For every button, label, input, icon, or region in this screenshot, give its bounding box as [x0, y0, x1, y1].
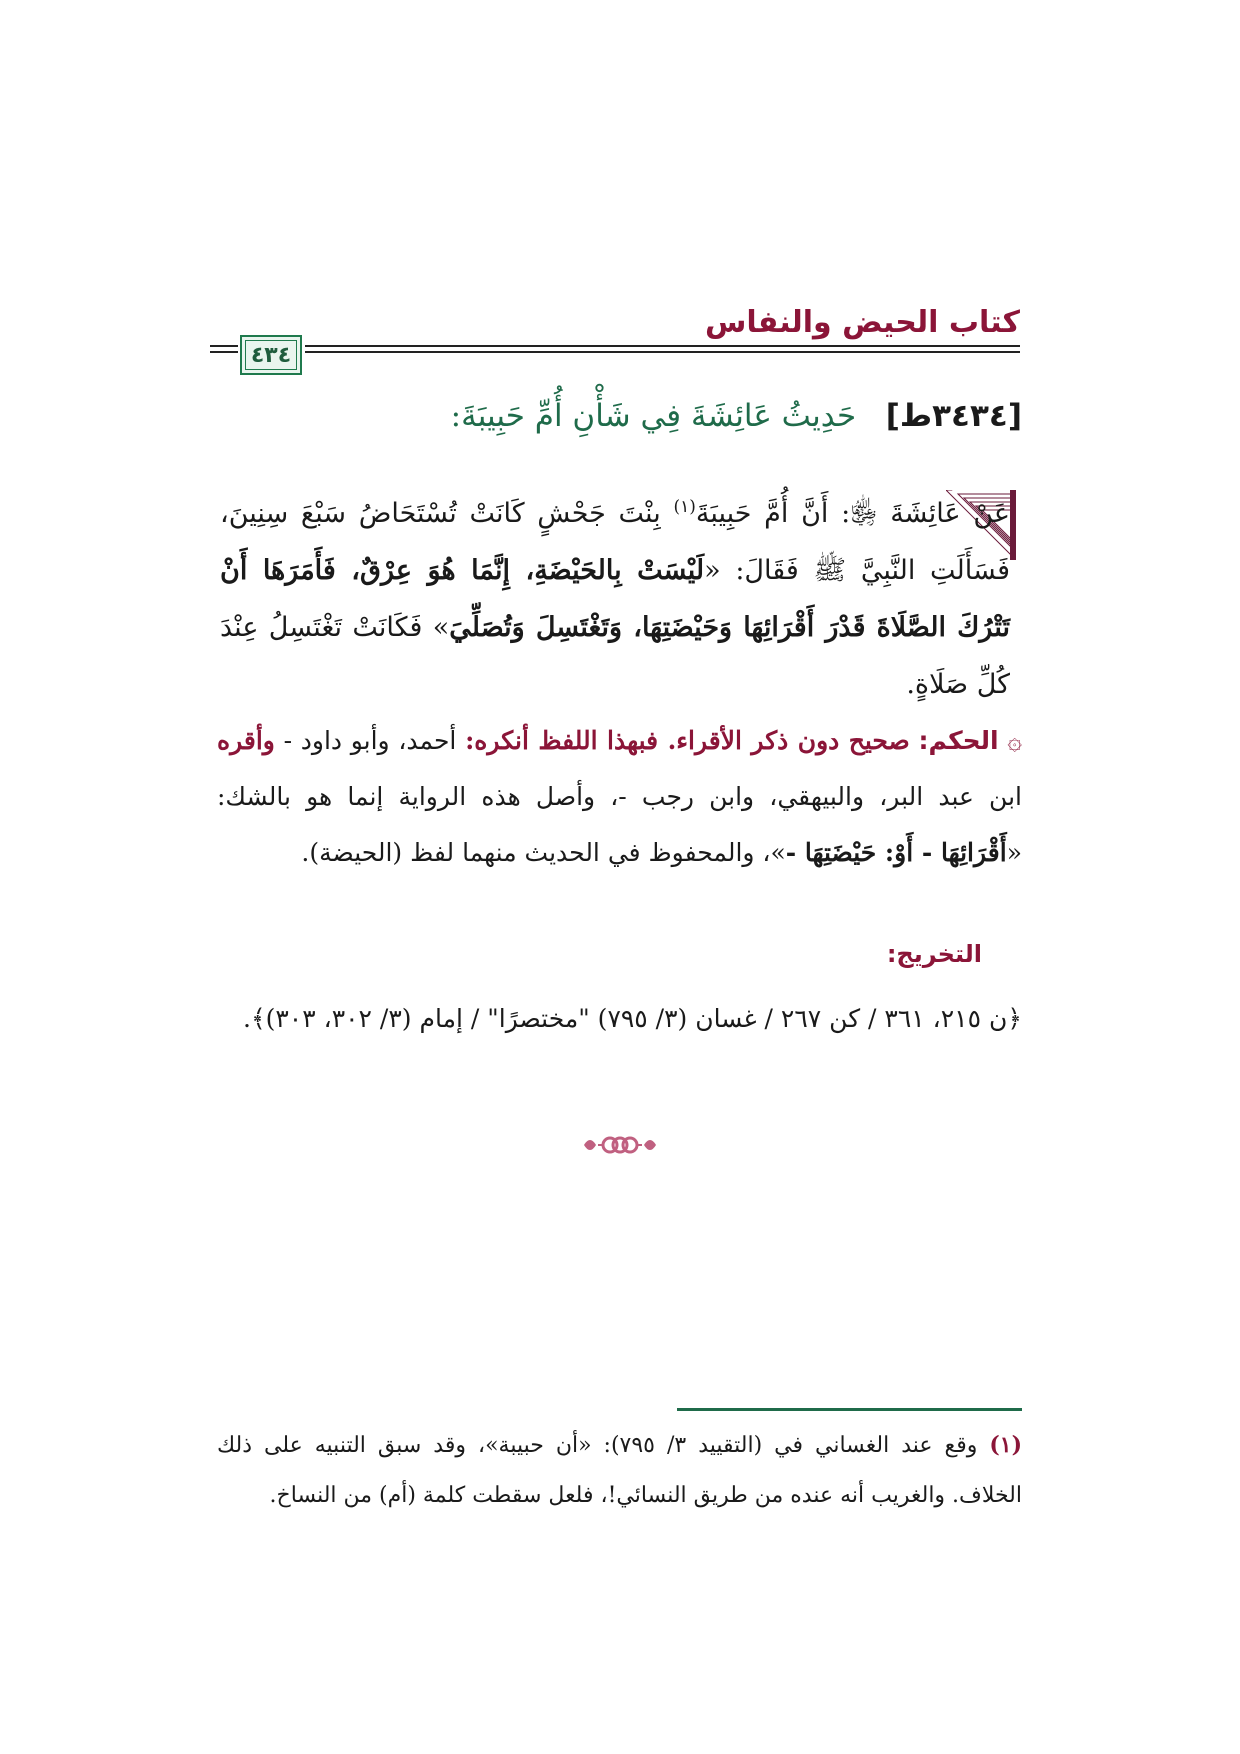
hadith-text: [220, 485, 1010, 713]
footnote-marker: (١): [989, 1432, 1023, 1458]
header-rule: [305, 351, 1020, 353]
ruling-text: أحمد، وأبو داود -: [274, 726, 466, 755]
hadith-text-part: بِنْتَ جَحْشٍ كَانَتْ تُسْتَحَاضُ سَبْعَ سِنِينَ، فَسَأَلَتِ النَّبِيَّ ﷺ فَقَالَ: «: [220, 498, 1010, 586]
page-number-frame: [240, 335, 302, 375]
header-rule: [210, 345, 238, 347]
ruling-paragraph: [217, 713, 1022, 881]
ruling-text: ابن عبد البر، والبيهقي، وابن رجب -، وأصل هذه الرواية إنما هو بالشك: «: [217, 782, 1022, 867]
book-title: كتاب الحيض والنفاس: [704, 305, 1020, 340]
hadith-heading: [222, 398, 1022, 434]
page-header: [210, 305, 1020, 368]
page-number: ٤٣٤: [250, 342, 292, 368]
ruling-approver: وأقره: [217, 726, 275, 755]
ruling-label: الحكم:: [918, 726, 999, 755]
footnote: [217, 1420, 1022, 1521]
hadith-title: حَدِيثُ عَائِشَةَ فِي شَأْنِ أُمِّ حَبِيبَةَ:: [450, 398, 857, 434]
header-rule: [210, 351, 238, 353]
ruling-text: »، والمحفوظ في الحديث منهما لفظ (الحيضة).: [301, 838, 786, 867]
header-rule: [305, 345, 1020, 347]
hadith-text-part: عَنْ عَائِشَةَ ﵂: أَنَّ أُمَّ حَبِيبَةَ: [695, 498, 1010, 529]
hadith-text-part: » فَكَانَتْ تَغْتَسِلُ عِنْدَ كُلِّ صَلَاةٍ.: [220, 612, 1010, 700]
ruling-ornament-icon: ۞: [1007, 726, 1023, 755]
section-divider-ornament-icon: [580, 1130, 660, 1160]
takhrij-text: ﴿ن ٢١٥، ٣٦١ / كن ٢٦٧ / غسان (٣/ ٧٩٥) "مختصرًا" / إمام (٣/ ٣٠٢، ٣٠٣)﴾.: [243, 1004, 1022, 1033]
footnote-reference[interactable]: (١): [673, 497, 696, 517]
takhrij-label: التخريج:: [886, 940, 982, 968]
hadith-number: [٣٤٣٤ط]: [885, 398, 1022, 434]
prophet-saying: لَيْسَتْ بِالحَيْضَةِ، إِنَّمَا هُوَ عِرْقٌ، فَأَمَرَهَا أَنْ تَتْرُكَ الصَّلَاةَ قَدْرَ أَقْرَائِهَا وَحَيْضَتِهَا، وَتَغْتَسِلَ وَتُصَلِّيَ: [220, 555, 1010, 643]
footnote-text: وقع عند الغساني في (التقييد ٣/ ٧٩٥): «أن حبيبة»، وقد سبق التنبيه على ذلك الخلاف. والغريب أنه عنده من طريق النسائي!، فلعل سقطت كلمة (أم) من النساخ.: [217, 1433, 1022, 1508]
ruling-verdict: صحيح دون ذكر الأقراء. فبهذا اللفظ أنكره:: [465, 726, 910, 755]
footnote-separator: [677, 1408, 1022, 1411]
ruling-bold-text: أَقْرَائِهَا - أَوْ: حَيْضَتِهَا -: [785, 838, 1007, 867]
